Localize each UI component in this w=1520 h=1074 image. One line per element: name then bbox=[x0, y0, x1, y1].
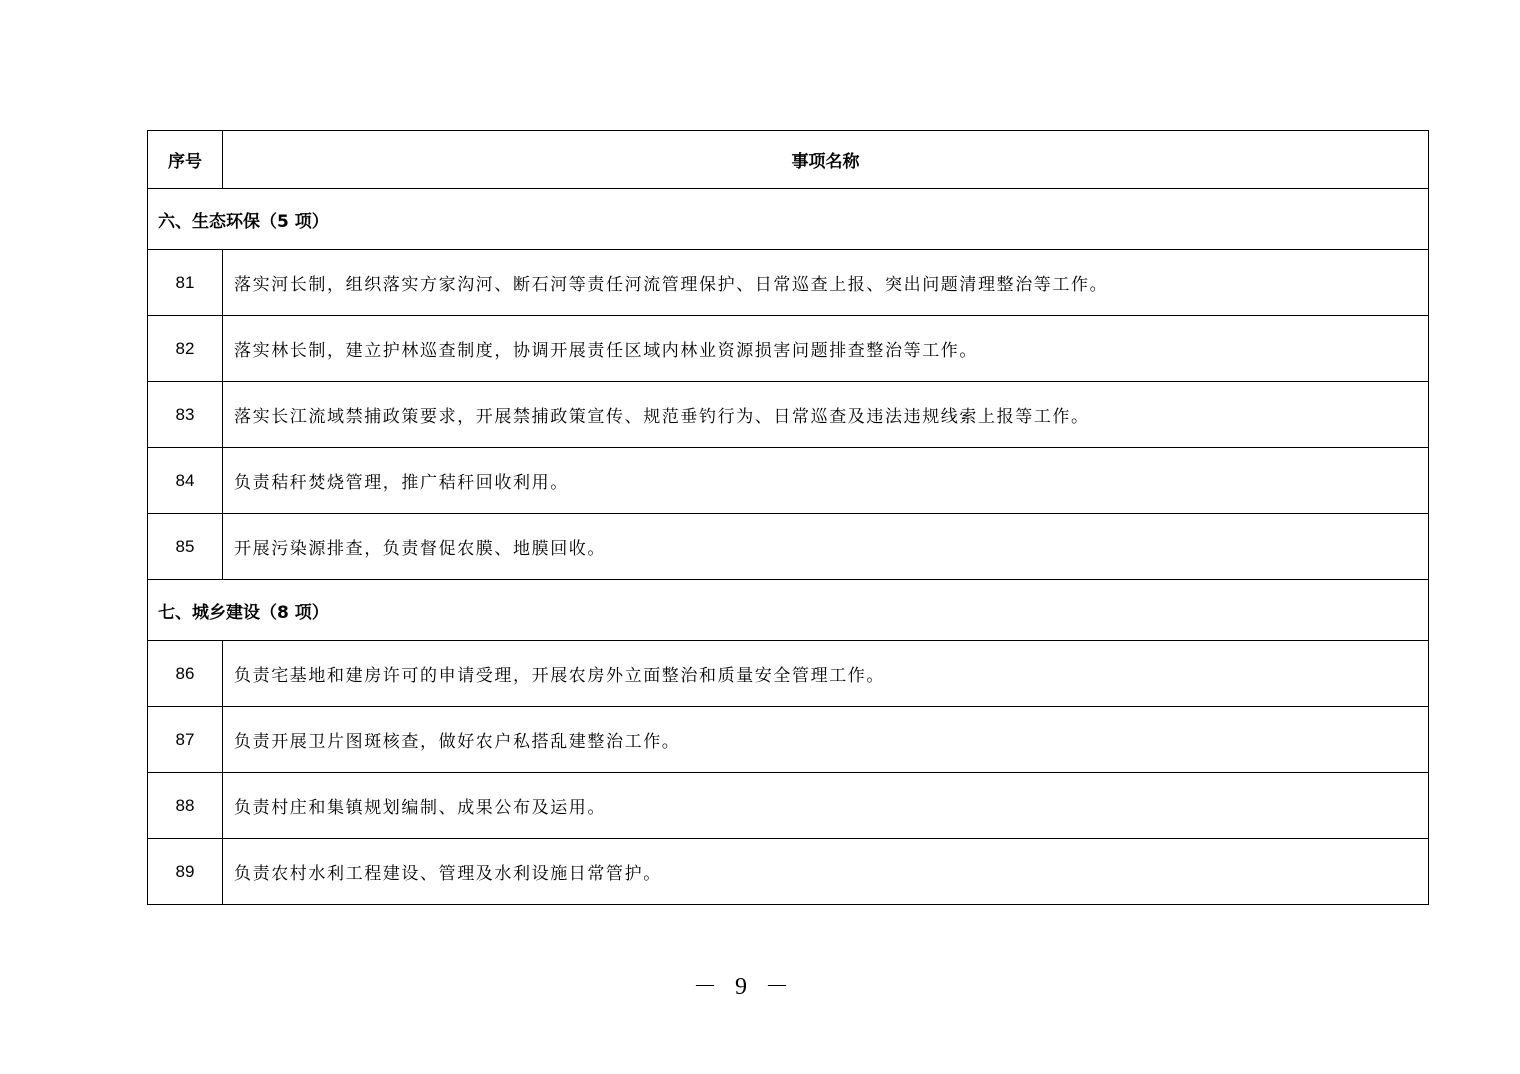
table-row bbox=[148, 514, 1429, 580]
table-row bbox=[148, 250, 1429, 316]
item-number: 83 bbox=[148, 382, 223, 448]
item-number: 86 bbox=[148, 641, 223, 707]
table-row bbox=[148, 641, 1429, 707]
page-number: － 9 － bbox=[693, 974, 795, 1000]
table-row bbox=[148, 382, 1429, 448]
item-name: 负责宅基地和建房许可的申请受理，开展农房外立面整治和质量安全管理工作。 bbox=[223, 641, 1429, 707]
item-number: 82 bbox=[148, 316, 223, 382]
table-row bbox=[148, 839, 1429, 905]
section-row bbox=[148, 580, 1429, 641]
table-row bbox=[148, 707, 1429, 773]
section-title: 七、城乡建设（8 项） bbox=[148, 580, 1429, 641]
item-number: 88 bbox=[148, 773, 223, 839]
item-name: 落实河长制，组织落实方家沟河、断石河等责任河流管理保护、日常巡查上报、突出问题清理整治等工作。 bbox=[223, 250, 1429, 316]
items-table bbox=[147, 130, 1429, 905]
header-name: 事项名称 bbox=[223, 131, 1429, 189]
item-name: 落实林长制，建立护林巡查制度，协调开展责任区域内林业资源损害问题排查整治等工作。 bbox=[223, 316, 1429, 382]
section-row bbox=[148, 189, 1429, 250]
item-name: 负责农村水利工程建设、管理及水利设施日常管护。 bbox=[223, 839, 1429, 905]
item-name: 负责村庄和集镇规划编制、成果公布及运用。 bbox=[223, 773, 1429, 839]
item-name: 开展污染源排查，负责督促农膜、地膜回收。 bbox=[223, 514, 1429, 580]
item-name: 负责秸秆焚烧管理，推广秸秆回收利用。 bbox=[223, 448, 1429, 514]
item-number: 89 bbox=[148, 839, 223, 905]
item-name: 落实长江流域禁捕政策要求，开展禁捕政策宣传、规范垂钓行为、日常巡查及违法违规线索上报等工作。 bbox=[223, 382, 1429, 448]
header-number: 序号 bbox=[148, 131, 223, 189]
table-row bbox=[148, 448, 1429, 514]
table-header-row bbox=[148, 131, 1429, 189]
table-row bbox=[148, 773, 1429, 839]
item-number: 87 bbox=[148, 707, 223, 773]
item-number: 81 bbox=[148, 250, 223, 316]
table-row bbox=[148, 316, 1429, 382]
item-name: 负责开展卫片图斑核查，做好农户私搭乱建整治工作。 bbox=[223, 707, 1429, 773]
item-number: 85 bbox=[148, 514, 223, 580]
item-number: 84 bbox=[148, 448, 223, 514]
section-title: 六、生态环保（5 项） bbox=[148, 189, 1429, 250]
